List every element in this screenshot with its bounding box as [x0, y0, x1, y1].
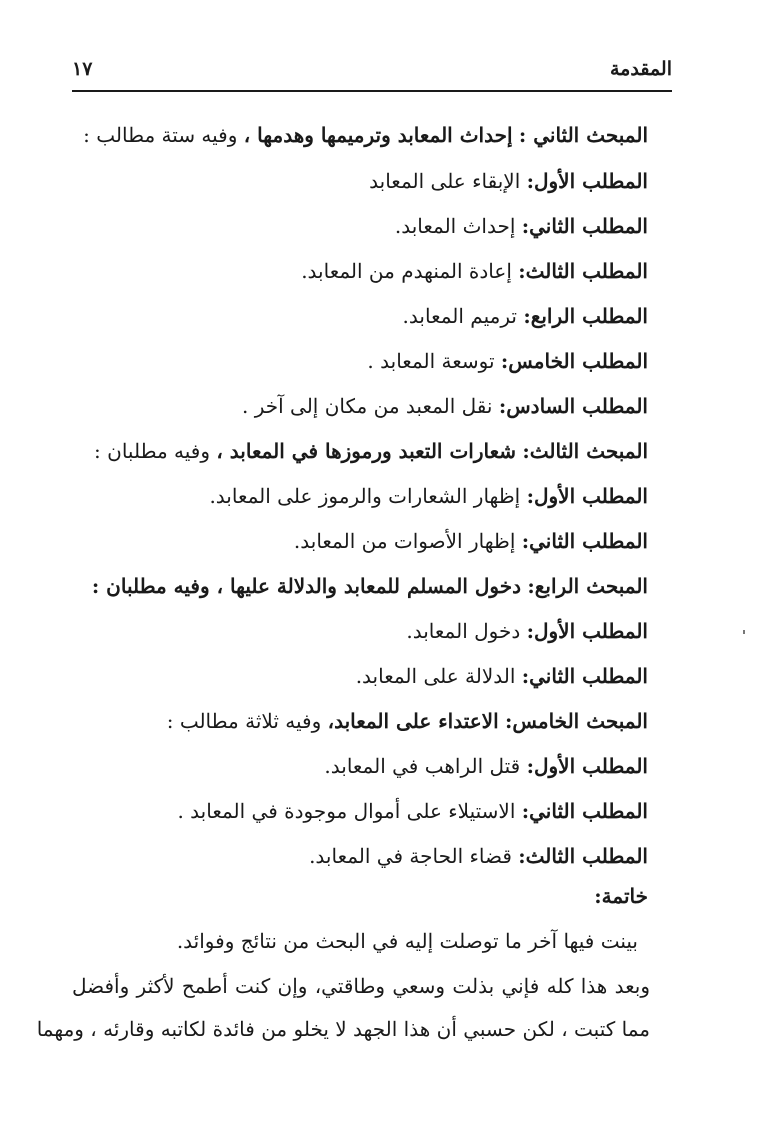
toc-line [70, 841, 648, 871]
toc-line [70, 211, 648, 241]
section-text: وفيه ثلاثة مطالب : [166, 709, 322, 733]
section-label: المطلب الأول: [526, 484, 648, 508]
paragraph-line: مما كتبت ، لكن حسبي أن هذا الجهد لا يخلو من فائدة لكاتبه وقارئه ، ومهما [36, 1017, 650, 1041]
paragraph-line: وبعد هذا كله فإني بذلت وسعي وطاقتي، وإن كنت أطمح لأكثر وأفضل [72, 974, 650, 998]
page-number: ١٧ [72, 58, 93, 80]
section-label: المطلب الثاني: [521, 529, 648, 553]
toc-line [70, 526, 648, 556]
section-label: المطلب الخامس: [500, 349, 648, 373]
section-text: نقل المعبد من مكان إلى آخر . [242, 394, 493, 418]
section-text: الإبقاء على المعابد [369, 169, 521, 193]
toc-line [70, 661, 648, 691]
section-title: الاعتداء على المعابد، [327, 709, 499, 733]
section-label: المبحث الرابع: [527, 574, 648, 598]
section-label: المطلب الأول: [526, 619, 648, 643]
section-text: وفيه مطلبان : [94, 439, 211, 463]
toc-line [70, 751, 648, 781]
section-title: إحداث المعابد وترميمها وهدمها ، [243, 123, 513, 147]
toc-line [70, 256, 648, 286]
section-text: ترميم المعابد. [402, 304, 517, 328]
header-title: المقدمة [609, 58, 672, 80]
section-text: قتل الراهب في المعابد. [324, 754, 521, 778]
section-label: المطلب الثاني: [521, 214, 648, 238]
section-text: إحداث المعابد. [394, 214, 516, 238]
section-title: دخول المسلم للمعابد والدلالة عليها ، وفيه مطلبان : [91, 574, 522, 598]
section-label: المطلب الثالث: [518, 844, 648, 868]
page-header [72, 56, 672, 92]
section-text: وفيه ستة مطالب : [83, 123, 238, 147]
section-title: شعارات التعبد ورموزها في المعابد ، [216, 439, 516, 463]
margin-mark [743, 630, 745, 634]
toc-line [70, 616, 648, 646]
section-label: المطلب السادس: [498, 394, 648, 418]
section-text: دخول المعابد. [406, 619, 521, 643]
section-text: توسعة المعابد . [367, 349, 495, 373]
toc-line [70, 706, 648, 736]
toc-line [70, 301, 648, 331]
section-text: إظهار الأصوات من المعابد. [293, 529, 516, 553]
paragraph-line: بينت فيها آخر ما توصلت إليه في البحث من نتائج وفوائد. [176, 929, 638, 953]
section-label: المطلب الأول: [526, 169, 648, 193]
section-label: المبحث الثاني : [518, 123, 648, 147]
conclusion-heading: خاتمة: [594, 884, 648, 908]
section-text: إظهار الشعارات والرموز على المعابد. [209, 484, 521, 508]
section-label: المبحث الثالث: [522, 439, 648, 463]
section-text: إعادة المنهدم من المعابد. [301, 259, 512, 283]
section-label: المطلب الرابع: [523, 304, 648, 328]
toc-line [70, 166, 648, 196]
section-text: قضاء الحاجة في المعابد. [309, 844, 512, 868]
section-label: المطلب الثاني: [521, 664, 648, 688]
section-label: المبحث الخامس: [504, 709, 648, 733]
section-label: المطلب الثاني: [521, 799, 648, 823]
toc-line [70, 796, 648, 826]
toc-line [70, 120, 648, 150]
toc-line [70, 436, 648, 466]
toc-line [70, 346, 648, 376]
toc-line [70, 881, 648, 911]
section-text: الاستيلاء على أموال موجودة في المعابد . [177, 799, 516, 823]
toc-line [70, 571, 648, 601]
toc-line [70, 481, 648, 511]
section-label: المطلب الثالث: [518, 259, 648, 283]
section-label: المطلب الأول: [526, 754, 648, 778]
toc-line [70, 391, 648, 421]
section-text: الدلالة على المعابد. [355, 664, 516, 688]
